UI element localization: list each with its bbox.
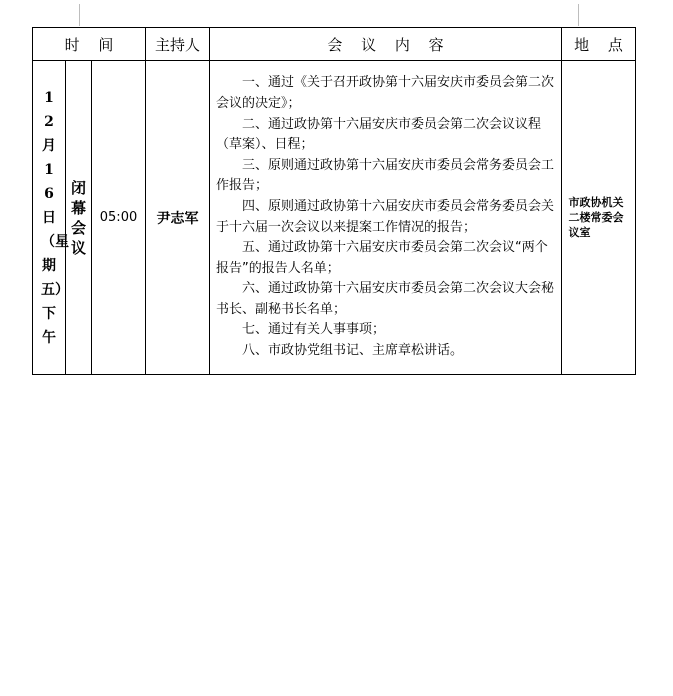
header-content: 会 议 内 容 [210, 28, 562, 61]
meeting-date: 12月16日（星期五）下午 [41, 89, 69, 346]
meeting-time: 05:00 [92, 61, 146, 375]
session-name: 闭幕会议 [70, 178, 86, 257]
agenda-item: 二、通过政协第十六届安庆市委员会第二次会议议程（草案）、日程； [216, 116, 542, 153]
agenda-item: 四、原则通过政协第十六届安庆市委员会常务委员会关于十六届一次会议以来提案工作情况的报告； [216, 198, 555, 235]
header-host: 主持人 [146, 28, 210, 61]
page-corner-mark-left [79, 4, 80, 26]
page-corner-mark-right [578, 4, 579, 26]
meeting-host: 尹志军 [146, 61, 210, 375]
agenda-cell [210, 61, 562, 375]
meeting-place: 市政协机关二楼常委会议室 [568, 196, 624, 239]
agenda-item: 三、原则通过政协第十六届安庆市委员会常务委员会工作报告； [216, 157, 555, 194]
place-cell [562, 61, 636, 375]
agenda-item: 七、通过有关人事事项； [242, 322, 386, 338]
table-header-row [33, 28, 636, 61]
agenda-item: 六、通过政协第十六届安庆市委员会第二次会议大会秘书长、副秘书长名单； [216, 281, 555, 317]
table-row [33, 61, 636, 375]
agenda-item: 一、通过《关于召开政协第十六届安庆市委员会第二次会议的决定》； [216, 75, 555, 111]
agenda-item: 八、市政协党组书记、主席章松讲话。 [242, 343, 464, 359]
meeting-schedule-table [32, 27, 636, 375]
agenda-item: 五、通过政协第十六届安庆市委员会第二次会议“两个报告”的报告人名单； [216, 240, 548, 276]
header-place: 地 点 [562, 28, 636, 61]
date-cell [33, 61, 69, 375]
session-cell [66, 61, 92, 375]
header-time: 时 间 [33, 28, 146, 61]
